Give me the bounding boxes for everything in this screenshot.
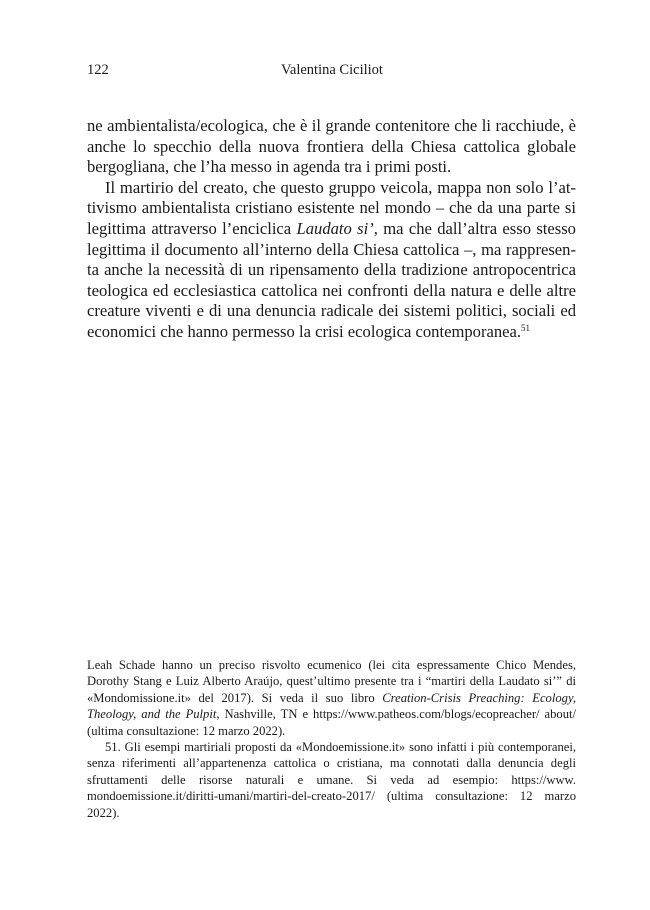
encyclical-title: Laudato si’ <box>296 218 374 238</box>
footnote-text-part: Nashville, TN e https://www.patheos.com/blogs/ecopreacher/ about/ (ultima consultazione: 12 marzo 2022). <box>87 707 576 738</box>
footnote-text-part: Leah Schade hanno un preciso risvolto ecumenico (lei cita espressamente Chico Mendes, Dorothy Stang e Luiz Alberto Araújo, quest’ultimo presente tra i “martiri della Laudato si’” di «Mondomissione.it» del 2017). Si veda il suo libro <box>87 658 576 705</box>
paragraph-text-part: , ma che dall’altra esso stesso legittima il documento all’interno della Chiesa cattolica –, ma rappresenta anche la necessità di un ripensamento della tradizione antropocentrica teologica ed ecclesiastica cattolica nei confronti della natura e delle altre creature viventi e di una denuncia radicale dei sistemi politici, sociali ed economici che hanno permesso la crisi ecologica contemporanea. <box>87 218 576 341</box>
page-header <box>87 62 577 82</box>
footnote-51: 51. Gli esempi martiriali proposti da «Mondoemissione.it» sono infatti i più contemporanei, senza riferimenti all’appartenenza cattolica o cristiana, ma connotati dalla denuncia degli sfruttamenti delle risorse naturali e umane. Si veda ad esempio: https://www. mondoemissione.it/diritti-umani/martiri-del-creato-2017/ (ultima consultazione: 12 marzo 2022). <box>87 740 576 820</box>
book-title: Creation-Crisis Preaching: Ecology, Theology, and the Pulpit, <box>87 690 576 722</box>
paragraph-text-part: Il martirio del creato, che questo gruppo veicola, mappa non solo l’attivismo ambientalista cristiano esistente nel mondo – che da una parte si legittima attraverso l’enciclica <box>87 177 576 238</box>
footnote-reference: 51 <box>521 322 531 333</box>
footnotes <box>87 657 576 821</box>
paragraph <box>87 178 576 343</box>
main-text <box>87 116 576 343</box>
page-number: 122 <box>87 62 109 78</box>
running-head-author: Valentina Ciciliot <box>281 62 383 78</box>
footnote-continued <box>87 657 576 739</box>
paragraph-continued: ne ambientalista/ecologica, che è il grande contenitore che li racchiude, è anche lo specchio della nuova frontiera della Chiesa cattolica globale bergogliana, che l’ha messo in agenda tra i primi posti. <box>87 116 576 177</box>
